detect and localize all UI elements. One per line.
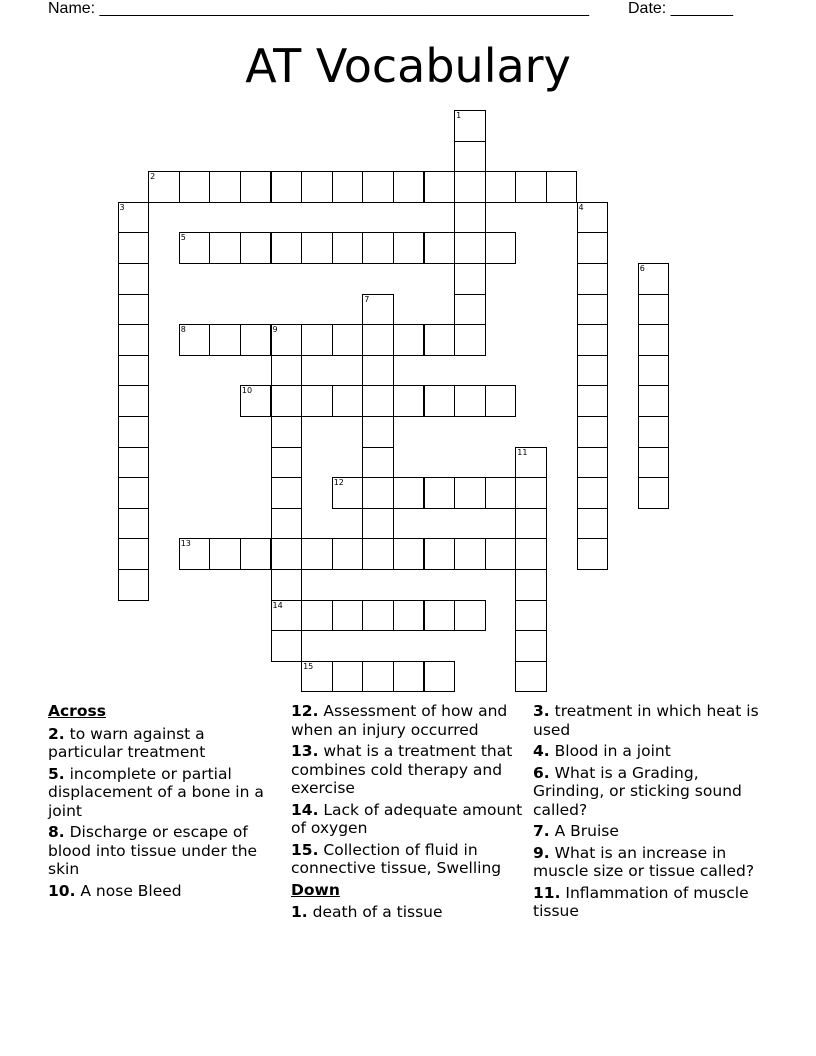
grid-cell[interactable] — [485, 538, 517, 570]
grid-cell[interactable] — [209, 171, 241, 203]
clues-column-3 — [533, 702, 773, 924]
grid-cell[interactable] — [332, 171, 364, 203]
grid-cell[interactable] — [393, 477, 425, 509]
down-clue-6: 6. What is a Grading, Grinding, or sticking sound called? — [533, 763, 742, 819]
grid-cell[interactable] — [271, 477, 303, 509]
grid-cell[interactable] — [209, 324, 241, 356]
down-heading: Down — [291, 880, 340, 899]
cell-number: 15 — [303, 661, 314, 671]
grid-cell[interactable] — [515, 171, 547, 203]
down-clue-7: 7. A Bruise — [533, 822, 619, 840]
across-heading: Across — [48, 702, 106, 720]
grid-cell[interactable] — [118, 202, 150, 234]
across-clue-2: 2. to warn against a particular treatment — [48, 724, 206, 761]
grid-cell[interactable] — [271, 538, 303, 570]
grid-cell[interactable] — [240, 538, 272, 570]
grid-cell[interactable] — [118, 538, 150, 570]
grid-cell[interactable] — [240, 324, 272, 356]
grid-cell[interactable] — [118, 324, 150, 356]
grid-cell[interactable] — [271, 447, 303, 479]
across-clue-10: 10. A nose Bleed — [48, 881, 182, 900]
grid-cell[interactable] — [362, 508, 394, 540]
grid-cell[interactable] — [638, 263, 670, 295]
grid-cell[interactable] — [424, 477, 456, 509]
grid-cell[interactable] — [362, 661, 394, 693]
across-clue-13: 13. what is a treatment that combines cold therapy and exercise — [291, 742, 513, 797]
grid-cell[interactable] — [515, 447, 547, 479]
grid-cell[interactable] — [362, 171, 394, 203]
grid-cell[interactable] — [393, 538, 425, 570]
grid-cell[interactable] — [577, 355, 609, 387]
grid-cell[interactable] — [638, 294, 670, 326]
grid-cell[interactable] — [454, 324, 486, 356]
cell-number: 10 — [241, 386, 253, 396]
grid-cell[interactable] — [332, 477, 364, 509]
cell-number: 11 — [517, 447, 528, 457]
grid-cell[interactable] — [332, 600, 364, 632]
down-clue-3: 3. treatment in which heat is used — [533, 702, 759, 739]
grid-cell[interactable] — [393, 232, 425, 264]
clues-column-1 — [48, 702, 280, 903]
grid-cell[interactable] — [577, 477, 609, 509]
grid-cell[interactable] — [454, 477, 486, 509]
grid-cell[interactable] — [393, 324, 425, 356]
grid-cell[interactable] — [638, 385, 670, 417]
cell-number: 13 — [180, 539, 191, 549]
grid-cell[interactable] — [393, 171, 425, 203]
grid-cell[interactable] — [362, 355, 394, 387]
grid-cell[interactable] — [515, 477, 547, 509]
grid-cell[interactable] — [577, 508, 609, 540]
grid-cell[interactable] — [362, 416, 394, 448]
grid-cell[interactable] — [454, 232, 486, 264]
grid-cell[interactable] — [515, 600, 547, 632]
grid-cell[interactable] — [301, 600, 333, 632]
grid-cell[interactable] — [485, 385, 517, 417]
across-clue-14: 14. Lack of adequate amount of oxygen — [291, 800, 523, 837]
grid-cell[interactable] — [362, 477, 394, 509]
across-clue-8: 8. Discharge or escape of blood into tissue under the skin — [48, 823, 258, 878]
grid-cell[interactable] — [393, 600, 425, 632]
grid-cell[interactable] — [454, 141, 486, 173]
grid-cell[interactable] — [209, 538, 241, 570]
grid-cell[interactable] — [332, 538, 364, 570]
grid-cell[interactable] — [179, 171, 211, 203]
grid-cell[interactable] — [301, 385, 333, 417]
grid-cell[interactable] — [638, 477, 670, 509]
grid-cell[interactable] — [454, 110, 486, 142]
grid-cell[interactable] — [424, 661, 456, 693]
grid-cell[interactable] — [271, 232, 303, 264]
grid-cell[interactable] — [424, 171, 456, 203]
grid-cell[interactable] — [577, 416, 609, 448]
grid-cell[interactable] — [301, 661, 333, 693]
grid-cell[interactable] — [577, 447, 609, 479]
cell-number: 8 — [180, 325, 186, 335]
grid-cell[interactable] — [179, 538, 211, 570]
across-clue-15: 15. Collection of fluid in connective tissue, Swelling — [291, 840, 502, 877]
cell-number: 1 — [456, 111, 462, 120]
grid-cell[interactable] — [271, 355, 303, 387]
grid-cell[interactable] — [271, 600, 303, 632]
grid-cell[interactable] — [118, 416, 150, 448]
grid-cell[interactable] — [301, 171, 333, 203]
grid-cell[interactable] — [209, 232, 241, 264]
across-clue-5: 5. incomplete or partial displacement of a bone in a joint — [48, 764, 264, 820]
grid-cell[interactable] — [362, 447, 394, 479]
grid-cell[interactable] — [393, 661, 425, 693]
grid-cell[interactable] — [638, 416, 670, 448]
grid-cell[interactable] — [454, 385, 486, 417]
grid-cell[interactable] — [454, 171, 486, 203]
grid-cell[interactable] — [362, 324, 394, 356]
grid-cell[interactable] — [454, 294, 486, 326]
puzzle-title: AT Vocabulary — [245, 39, 571, 93]
grid-cell[interactable] — [362, 600, 394, 632]
grid-cell[interactable] — [454, 263, 486, 295]
grid-cell[interactable] — [301, 538, 333, 570]
grid-cell[interactable] — [118, 232, 150, 264]
cell-number: 9 — [272, 325, 278, 335]
grid-cell[interactable] — [118, 447, 150, 479]
cell-number: 2 — [150, 172, 156, 182]
cell-number: 12 — [333, 478, 344, 488]
grid-cell[interactable] — [638, 324, 670, 356]
down-clue-9: 9. What is an increase in muscle size or tissue called? — [533, 843, 755, 880]
clues-column-2 — [291, 702, 527, 925]
grid-cell[interactable] — [118, 569, 150, 601]
grid-cell[interactable] — [424, 538, 456, 570]
grid-cell[interactable] — [362, 385, 394, 417]
grid-cell[interactable] — [424, 324, 456, 356]
grid-cell[interactable] — [118, 294, 150, 326]
grid-cell[interactable] — [271, 569, 303, 601]
grid-cell[interactable] — [118, 385, 150, 417]
grid-cell[interactable] — [577, 385, 609, 417]
grid-cell[interactable] — [362, 294, 394, 326]
grid-cell[interactable] — [362, 232, 394, 264]
grid-cell[interactable] — [240, 232, 272, 264]
grid-cell[interactable] — [424, 600, 456, 632]
grid-cell[interactable] — [332, 232, 364, 264]
cell-number: 3 — [119, 202, 125, 212]
grid-cell[interactable] — [362, 538, 394, 570]
grid-cell[interactable] — [454, 600, 486, 632]
grid-cell[interactable] — [638, 447, 670, 479]
grid-cell[interactable] — [515, 569, 547, 601]
grid-cell[interactable] — [393, 385, 425, 417]
down-clue-11: 11. Inflammation of muscle tissue — [533, 883, 749, 920]
grid-cell[interactable] — [118, 355, 150, 387]
grid-cell[interactable] — [118, 477, 150, 509]
grid-cell[interactable] — [577, 324, 609, 356]
grid-cell[interactable] — [240, 385, 272, 417]
grid-cell[interactable] — [515, 538, 547, 570]
cell-number: 4 — [578, 202, 584, 212]
name-field-label: Name: _______________________________________________________ — [48, 0, 589, 17]
cell-number: 6 — [639, 264, 645, 273]
grid-cell[interactable] — [577, 538, 609, 570]
date-field-label: Date: _______ — [628, 0, 733, 17]
grid-cell[interactable] — [148, 171, 180, 203]
grid-cell[interactable] — [638, 355, 670, 387]
grid-cell[interactable] — [332, 385, 364, 417]
grid-cell[interactable] — [179, 324, 211, 356]
down-clue-4: 4. Blood in a joint — [533, 742, 671, 760]
grid-cell[interactable] — [577, 294, 609, 326]
grid-cell[interactable] — [485, 171, 517, 203]
grid-cell[interactable] — [515, 661, 547, 693]
grid-cell[interactable] — [515, 508, 547, 540]
cell-number: 5 — [180, 233, 186, 243]
across-clue-12: 12. Assessment of how and when an injury occurred — [291, 702, 508, 739]
grid-cell[interactable] — [240, 171, 272, 203]
grid-cell[interactable] — [271, 416, 303, 448]
grid-cell[interactable] — [271, 630, 303, 662]
grid-cell[interactable] — [118, 508, 150, 540]
grid-cell[interactable] — [179, 232, 211, 264]
grid-cell[interactable] — [424, 232, 456, 264]
cell-number: 7 — [364, 294, 370, 304]
down-clue-1: 1. death of a tissue — [291, 903, 443, 921]
cell-number: 14 — [272, 600, 283, 610]
grid-cell[interactable] — [271, 508, 303, 540]
grid-cell[interactable] — [577, 202, 609, 234]
grid-cell[interactable] — [271, 171, 303, 203]
grid-cell[interactable] — [454, 538, 486, 570]
grid-cell[interactable] — [332, 324, 364, 356]
grid-cell[interactable] — [577, 263, 609, 295]
grid-cell[interactable] — [118, 263, 150, 295]
grid-cell[interactable] — [424, 385, 456, 417]
grid-cell[interactable] — [485, 232, 517, 264]
grid-cell[interactable] — [271, 385, 303, 417]
grid-cell[interactable] — [271, 324, 303, 356]
grid-cell[interactable] — [546, 171, 578, 203]
grid-cell[interactable] — [301, 232, 333, 264]
grid-cell[interactable] — [485, 477, 517, 509]
grid-cell[interactable] — [577, 232, 609, 264]
grid-cell[interactable] — [301, 324, 333, 356]
grid-cell[interactable] — [454, 202, 486, 234]
grid-cell[interactable] — [515, 630, 547, 662]
grid-cell[interactable] — [332, 661, 364, 693]
